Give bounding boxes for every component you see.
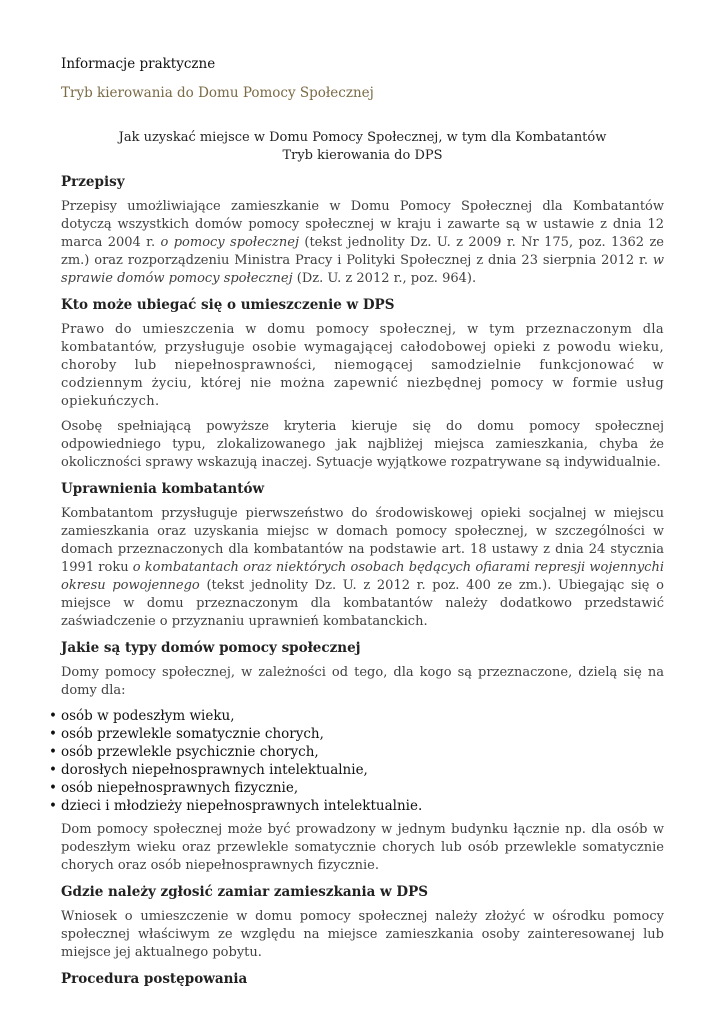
text-segment: (tekst jednolity Dz. U. z 2012 r. poz. 400 ze zm.). Ubiegając się o miejsce w domu przeznaczonym dla kombatantów należy dodatkowo przedstawić zaświadczenie o przyznaniu uprawnień kombatanckich. xyxy=(61,578,664,629)
text-segment: (Dz. U. z 2012 r., poz. 964). xyxy=(292,271,477,286)
paragraph-typy-intro: Domy pomocy społecznej, w zależności od tego, dla kogo są przeznaczone, dzielą się na domy dla: xyxy=(61,665,664,698)
section-heading-kto: Kto może ubiegać się o umieszczenie w DPS xyxy=(61,297,395,313)
article-header-line-2: Tryb kierowania do DPS xyxy=(282,148,443,163)
page-title: Tryb kierowania do Domu Pomocy Społecznej xyxy=(61,85,374,101)
list-item: • osób przewlekle psychicznie chorych, xyxy=(61,743,664,761)
paragraph-przepisy xyxy=(61,198,664,288)
breadcrumb[interactable]: Informacje praktyczne xyxy=(61,56,216,72)
list-item: • osób przewlekle somatycznie chorych, xyxy=(61,725,664,743)
italic-act-title: i okresu powojennego xyxy=(61,560,665,593)
paragraph-kto-2: Osobę spełniającą powyższe kryteria kieruje się do domu pomocy społecznej odpowiedniego typu, zlokalizowanego jak najbliżej miejsca zamieszkania, chyba że okoliczności sprawy wskazują inaczej. Sytuacje wyjątkowe rozpatrywane są indywidualnie. xyxy=(61,419,664,470)
list-item: • osób niepełnosprawnych fizycznie, xyxy=(61,779,664,797)
text-segment: Przepisy umożliwiające zamieszkanie w Domu Pomocy Społecznej dla Kombatantów dotyczą wszystkich domów pomocy społecznej w kraju i zawarte są w ustawie z dnia 12 marca 2004 r. xyxy=(61,199,664,250)
paragraph-typy-outro: Dom pomocy społecznej może być prowadzony w jednym budynku łącznie np. dla osób w podeszłym wieku oraz przewlekle somatycznie chorych lub osób przewlekle somatycznie chorych oraz osób niepełnosprawnych fizycznie. xyxy=(61,822,664,873)
article-header-line-1: Jak uzyskać miejsce w Domu Pomocy Społecznej, w tym dla Kombatantów xyxy=(118,130,607,145)
paragraph-kto-1: Prawo do umieszczenia w domu pomocy społecznej, w tym przeznaczonym dla kombatantów, przysługuje osobie wymagającej całodobowej opieki z powodu wieku, choroby lub niepełnosprawności, niemogącej samodzielnie funkcjonować w codziennym życiu, której nie można zapewnić niezbędnej pomocy w formie usług opiekuńczych. xyxy=(61,322,664,409)
italic-act-title: o pomocy społecznej xyxy=(160,235,299,250)
paragraph-gdzie: Wniosek o umieszczenie w domu pomocy społecznej należy złożyć w ośrodku pomocy społecznej właściwym ze względu na miejsce zamieszkania osoby zainteresowanej lub miejsce jej aktualnego pobytu. xyxy=(61,909,664,960)
section-heading-uprawnienia: Uprawnienia kombatantów xyxy=(61,481,265,497)
list-item: • osób w podeszłym wieku, xyxy=(61,707,664,725)
text-segment: Kombatantom przysługuje pierwszeństwo do środowiskowej opieki socjalnej w miejscu zamieszkania oraz uzyskania miejsc w domach pomocy społecznej, w szczególności w domach przeznaczonych dla kombatantów na podstawie art. 18 ustawy z dnia 24 stycznia 1991 roku xyxy=(61,506,664,575)
section-heading-gdzie: Gdzie należy zgłosić zamiar zamieszkania w DPS xyxy=(61,884,428,900)
list-item: • dorosłych niepełnosprawnych intelektualnie, xyxy=(61,761,664,779)
text-segment: (tekst jednolity Dz. U. z 2009 r. Nr 175, poz. 1362 ze zm.) oraz rozporządzeniu Ministra Pracy i Polityki Społecznej z dnia 23 sierpnia 2012 r. xyxy=(61,235,664,268)
document-body xyxy=(61,54,664,995)
italic-act-title: o kombatantach oraz niektórych osobach będących ofiarami represji wojennych xyxy=(132,560,660,575)
italic-act-title: w sprawie domów pomocy społecznej xyxy=(61,253,664,286)
list-item: • dzieci i młodzieży niepełnosprawnych intelektualnie. xyxy=(61,797,664,815)
list-dps-types xyxy=(49,707,664,815)
section-heading-typy: Jakie są typy domów pomocy społecznej xyxy=(61,640,361,656)
paragraph-uprawnienia xyxy=(61,505,664,631)
section-heading-procedura: Procedura postępowania xyxy=(61,971,248,987)
section-heading-przepisy: Przepisy xyxy=(61,174,125,190)
article-header xyxy=(61,129,664,165)
